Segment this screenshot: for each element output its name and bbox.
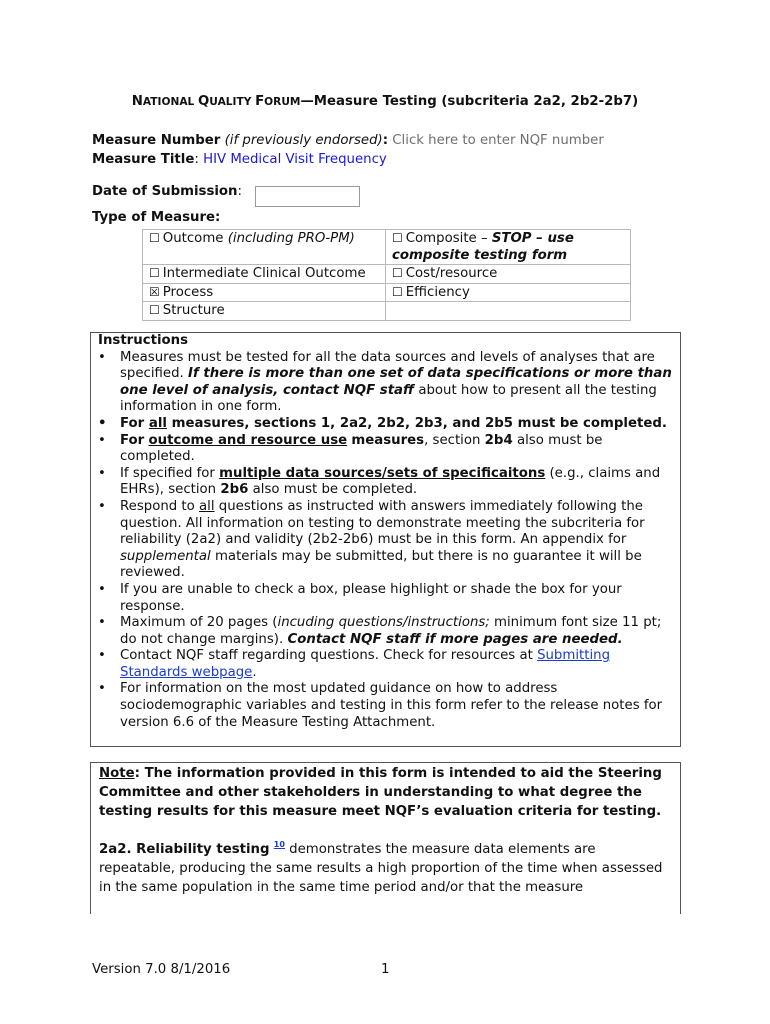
intermediate-checkbox[interactable]: ☐ [149,266,160,281]
date-of-submission-input[interactable] [255,186,360,207]
empty-cell [386,302,631,321]
efficiency-option[interactable]: ☐ Efficiency [386,283,631,302]
outcome-checkbox[interactable]: ☐ [149,231,160,245]
type-of-measure-table [142,229,631,321]
list-item: • For outcome and resource use measures, section 2b4 also must be completed. [98,432,603,465]
type-of-measure-label: Type of Measure: [92,210,221,225]
cost-option[interactable]: ☐ Cost/resource [386,265,631,284]
process-option[interactable]: ☒ Process [143,283,386,302]
note-label: Note [99,766,135,781]
list-item: • For information on the most updated guidance on how to address sociodemographic variables and testing in this form refer to the release notes for version 6.6 of the Measure Testing Attachment. [98,681,663,730]
page-title: NATIONAL QUALITY FORUM—Measure Testing (subcriteria 2a2, 2b2-2b7) [131,94,639,109]
list-item: • Maximum of 20 pages (incuding questions/instructions; minimum font size 11 pt; do not change margins). Contact NQF staff if more pages are needed. [98,615,662,647]
footer-version: Version 7.0 8/1/2016 [92,962,231,977]
list-item: • For all measures, sections 1, 2a2, 2b2, 2b3, and 2b5 must be completed. [98,415,667,431]
reliability-heading: 2a2. Reliability testing [99,842,270,857]
note-box [90,762,681,914]
list-item: • Respond to all questions as instructed with answers immediately following the question. All information on testing to demonstrate meeting the subcriteria for reliability (2a2) and validity (2b2-2b6) must be in this form. An appendix for supplemental materials may be submitted, but there is no guarantee it will be reviewed. [98,498,645,581]
process-checkbox[interactable]: ☒ [149,284,160,299]
list-item: • Contact NQF staff regarding questions. Check for resources at Submitting Standards webpage. [98,648,611,680]
list-item: • Measures must be tested for all the data sources and levels of analyses that are specified. If there is more than one set of data specifications or more than one level of analysis, contact NQF staff about how to present all the testing information in one form. [98,349,672,415]
structure-checkbox[interactable]: ☐ [149,303,160,318]
measure-number-row: Measure Number (if previously endorsed): Click here to enter NQF number [92,133,604,148]
footer-page-number: 1 [381,962,390,977]
date-of-submission-label: Date of Submission [92,184,238,199]
list-item: • If specified for multiple data sources/sets of specificaitons (e.g., claims and EHRs), section 2b6 also must be completed. [98,465,661,498]
composite-stop-note: STOP – use composite testing form [392,231,574,263]
measure-title-row: Measure Title: HIV Medical Visit Frequency [92,152,387,167]
cost-checkbox[interactable]: ☐ [392,266,403,281]
reliability-paragraph: 2a2. Reliability testing $^{10}$ demonstrates the measure data elements are repeatable, producing the same results a high proportion of the time when assessed in the same population in the same time period and/or that the measure [99,840,663,895]
measure-number-qualifier: (if previously endorsed) [224,133,383,148]
measure-number-label: Measure Number [92,133,221,148]
measure-title-value[interactable]: HIV Medical Visit Frequency [203,152,387,167]
instructions-box [90,332,681,747]
instructions-list [98,350,680,732]
outcome-option[interactable]: ☐ Outcome (including PRO-PM) [143,230,386,265]
composite-checkbox[interactable]: ☐ [392,231,403,245]
note-text: Note: The information provided in this form is intended to aid the Steering Committee and other stakeholders in understanding to what degree the testing results for this measure meet NQF’s evaluation criteria for testing. [99,766,662,819]
measure-number-input[interactable]: Click here to enter NQF number [392,133,604,148]
composite-option[interactable]: ☐ Composite – STOP – use composite testing form [386,230,631,265]
efficiency-checkbox[interactable]: ☐ [392,284,403,299]
date-of-submission-row: Date of Submission: [92,184,243,199]
structure-option[interactable]: ☐ Structure [143,302,386,321]
measure-title-label: Measure Title [92,152,195,167]
intermediate-option[interactable]: ☐ Intermediate Clinical Outcome [143,265,386,284]
list-item: • If you are unable to check a box, please highlight or shade the box for your response. [98,581,622,614]
footnote-10-link[interactable]: 10 [273,840,285,849]
submitting-standards-link[interactable]: Submitting Standards webpage [120,648,611,680]
instructions-heading: Instructions [98,333,189,348]
